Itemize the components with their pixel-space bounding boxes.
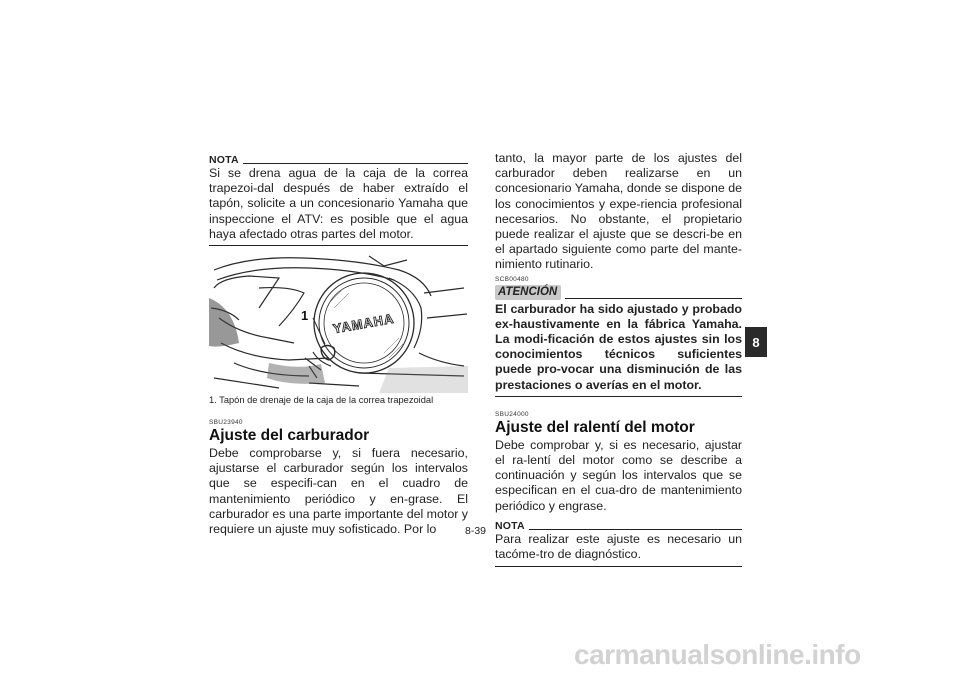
nota-end-rule xyxy=(209,245,468,246)
atencion-text: El carburador ha sido ajustado y probado ex-haustivamente en la fábrica Yamaha. La modi-ficación de estos ajustes sin los conocimientos técnicos suficientes puede pro-vocar una disminución de las prestaciones o averías en el motor. xyxy=(495,301,742,392)
yamaha-emblem: YAMAHA xyxy=(331,310,396,337)
nota-text: Si se drena agua de la caja de la correa trapezoi-dal después de haber extraído el tapón, solicite a un concesionario Yamaha que inspeccione el ATV: es posible que el agua haya afectado otras partes del motor. xyxy=(209,166,468,241)
section-title-ralenti: Ajuste del ralentí del motor xyxy=(495,418,695,436)
nota-rule xyxy=(243,163,468,164)
page-number: 8-39 xyxy=(465,525,487,537)
figure-callout-number: 1 xyxy=(301,308,309,324)
continued-text: tanto, la mayor parte de los ajustes del carburador deben realizarse en un concesionario Yamaha, donde se dispone de los conocimientos y expe-riencia profesional necesarios. No obstante, el propietario puede realizar el ajuste que se descri-be en el apartado siguiente como parte del mante-nimiento rutinario. xyxy=(495,151,742,272)
nota2-rule xyxy=(529,529,742,530)
section2-code: SBU24000 xyxy=(495,410,529,418)
engine-figure xyxy=(209,248,468,393)
right-column xyxy=(495,151,742,567)
watermark-text: carmanualsonline.info xyxy=(574,639,861,670)
nota2-end-rule xyxy=(495,566,742,567)
section-title-carburador: Ajuste del carburador xyxy=(209,427,370,445)
section-code: SBU23940 xyxy=(209,419,243,427)
left-column xyxy=(209,154,468,537)
nota-header xyxy=(209,154,468,166)
atencion-code: SCB00480 xyxy=(495,275,529,283)
atencion-end-rule xyxy=(495,396,742,397)
section-text-ralenti: Debe comprobar y, si es necesario, ajustar el ra-lentí del motor como se describe a continuación y según los intervalos que se especifican en el cua-dro de mantenimiento periódico y engrase. xyxy=(495,437,742,513)
chapter-tab: 8 xyxy=(745,327,767,357)
atencion-label: ATENCIÓN xyxy=(495,285,561,300)
figure-caption: 1. Tapón de drenaje de la caja de la correa trapezoidal xyxy=(209,395,434,406)
nota2-text: Para realizar este ajuste es necesario un tacóme-tro de diagnóstico. xyxy=(495,531,742,562)
section-text-carburador: Debe comprobarse y, si fuera necesario, ajustarse el carburador según los intervalos que se especifi-can en el cuadro de mantenimiento periódico y en-grase. El carburador es una parte importante del motor y requiere un ajuste muy sofisticado. Por lo xyxy=(209,446,468,537)
atencion-rule xyxy=(565,298,742,299)
nota-label: NOTA xyxy=(209,154,239,166)
atencion-header xyxy=(495,285,742,300)
engine-drawing xyxy=(209,248,468,393)
nota2-label: NOTA xyxy=(495,519,525,532)
nota2-header xyxy=(495,520,742,532)
